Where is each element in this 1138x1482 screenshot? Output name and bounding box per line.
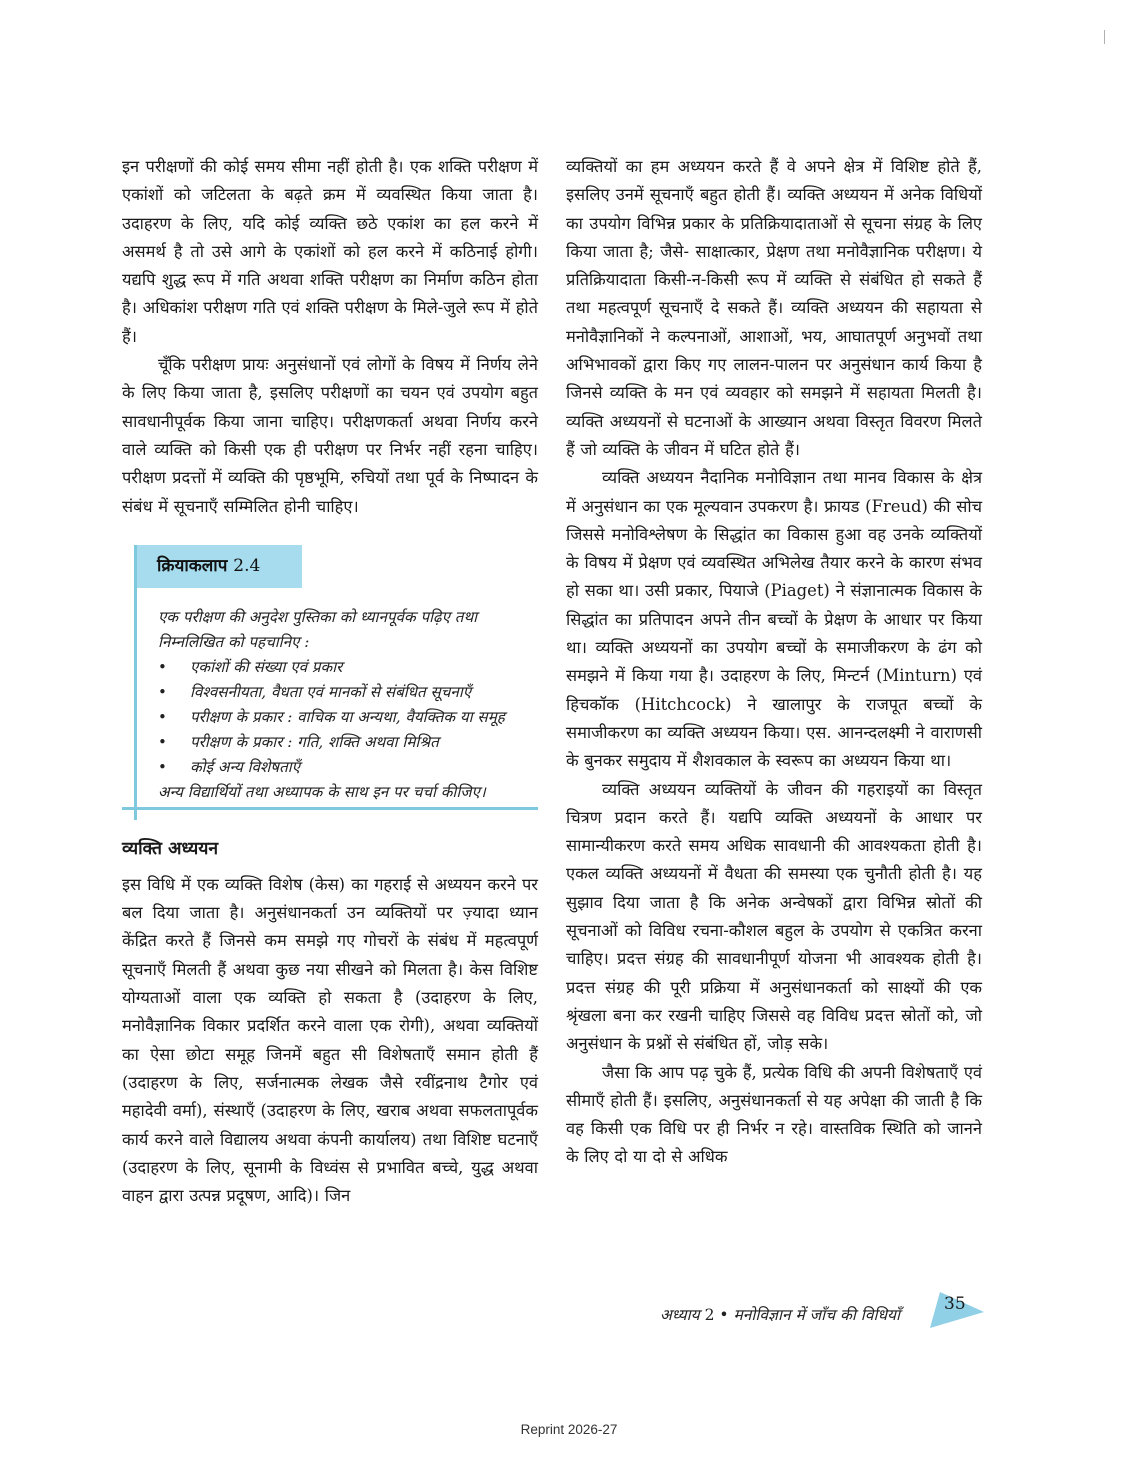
section-heading: व्यक्ति अध्ययन — [122, 838, 219, 859]
paragraph: इन परीक्षणों की कोई समय सीमा नहीं होती है। एक शक्ति परीक्षण में एकांशों को जटिलता के बढ़ते क्रम में व्यवस्थित किया जाता है। उदाहरण के लिए, यदि कोई व्यक्ति छठे एकांश का हल करने में असमर्थ है तो उसे आगे के एकांशों को हल करने में कठिनाई होगी। यद्यपि शुद्ध रूप में गति अथवा शक्ति परीक्षण का निर्माण कठिन होता है। अधिकांश परीक्षण गति एवं शक्ति परीक्षण के मिले-जुले रूप में होते हैं। — [122, 157, 538, 346]
activity-intro: एक परीक्षण की अनुदेश पुस्तिका को ध्यानपूर्वक पढ़िए तथा निम्नलिखित को पहचानिए : — [158, 607, 478, 651]
activity-title: क्रियाकलाप — [157, 555, 228, 576]
page-number: 35 — [944, 1294, 966, 1314]
list-item: • विश्वसनीयता, वैधता एवं मानकों से संबंधित सूचनाएँ — [158, 680, 538, 705]
corner-mark — [1104, 30, 1105, 44]
paragraph: व्यक्तियों का हम अध्ययन करते हैं वे अपने क्षेत्र में विशिष्ट होते हैं, इसलिए उनमें सूचनाएँ बहुत होती हैं। व्यक्ति अध्ययन में अनेक विधियों का उपयोग विभिन्न प्रकार के प्रतिक्रियादाताओं से सूचना संग्रह के लिए किया जाता है; जैसे- साक्षात्कार, प्रेक्षण तथा मनोवैज्ञानिक परीक्षण। ये प्रतिक्रियादाता किसी-न-किसी रूप में व्यक्ति से संबंधित हो सकते हैं तथा महत्वपूर्ण सूचनाएँ दे सकते हैं। व्यक्ति अध्ययन की सहायता से मनोवैज्ञानिकों ने कल्पनाओं, आशाओं, भय, आघातपूर्ण अनुभवों तथा अभिभावकों द्वारा किए गए लालन-पालन पर अनुसंधान कार्य किया है जिनसे व्यक्ति के मन एवं व्यवहार को समझने में सहायता मिलती है। व्यक्ति अध्ययनों से घटनाओं के आख्यान अथवा विस्तृत विवरण मिलते हैं जो व्यक्ति के जीवन में घटित होते हैं। — [566, 157, 982, 459]
paragraph: चूँकि परीक्षण प्रायः अनुसंधानों एवं लोगों के विषय में निर्णय लेने के लिए किया जाता है, इसलिए परीक्षणों का चयन एवं उपयोग बहुत सावधानीपूर्वक किया जाना चाहिए। परीक्षणकर्ता अथवा निर्णय करने वाले व्यक्ति को किसी एक ही परीक्षण पर निर्भर नहीं रहना चाहिए। परीक्षण प्रदत्तों में व्यक्ति की पृष्ठभूमि, रुचियों तथा पूर्व के निष्पादन के संबंध में सूचनाएँ सम्मिलित होनी चाहिए। — [122, 355, 538, 516]
right-column — [566, 153, 982, 1172]
left-column — [122, 153, 538, 1210]
running-footer — [600, 1302, 900, 1328]
activity-bottom-rule — [122, 807, 538, 810]
list-item: • परीक्षण के प्रकार : गति, शक्ति अथवा मिश्रित — [158, 730, 538, 755]
activity-closing: अन्य विद्यार्थियों तथा अध्यापक के साथ इन पर चर्चा कीजिए। — [158, 782, 486, 801]
activity-body — [158, 605, 538, 805]
paragraph: जैसा कि आप पढ़ चुके हैं, प्रत्येक विधि की अपनी विशेषताएँ एवं सीमाएँ होती हैं। इसलिए, अनुसंधानकर्ता से यह अपेक्षा की जाती है कि वह किसी एक विधि पर ही निर्भर न रहे। वास्तविक स्थिति को जानने के लिए दो या दो से अधिक — [566, 1062, 982, 1167]
reprint-note: Reprint 2026-27 — [520, 1422, 618, 1437]
paragraph: व्यक्ति अध्ययन नैदानिक मनोविज्ञान तथा मानव विकास के क्षेत्र में अनुसंधान का एक मूल्यवान उपकरण है। फ्रायड (Freud) की सोच जिससे मनोविश्लेषण के सिद्धांत का विकास हुआ वह उनके व्यक्तियों के विषय में प्रेक्षण एवं व्यवस्थित अभिलेख तैयार करने के कारण संभव हो सका था। उसी प्रकार, पियाजे (Piaget) ने संज्ञानात्मक विकास के सिद्धांत का प्रतिपादन अपने तीन बच्चों के प्रेक्षण के आधार पर किया था। व्यक्ति अध्ययनों का उपयोग बच्चों के समाजीकरण के ढंग को समझने में किया गया है। उदाहरण के लिए, मिन्टर्न (Minturn) एवं हिचकॉक (Hitchcock) ने खालापुर के राजपूत बच्चों के समाजीकरण का व्यक्ति अध्ययन किया। एस. आनन्दलक्ष्मी ने वाराणसी के बुनकर समुदाय में शैशवकाल के स्वरूप का अध्ययन किया था। — [566, 468, 982, 771]
footer-separator: • — [719, 1306, 729, 1324]
list-item: • कोई अन्य विशेषताएँ — [158, 755, 538, 780]
activity-box — [122, 545, 538, 821]
activity-number: 2.4 — [233, 555, 261, 576]
footer-chapter-title: मनोविज्ञान में जाँच की विधियाँ — [733, 1306, 900, 1324]
list-item: • एकांशों की संख्या एवं प्रकार — [158, 655, 538, 680]
page-number-badge — [930, 1290, 984, 1328]
activity-title-tab — [137, 545, 302, 588]
paragraph: व्यक्ति अध्ययन व्यक्तियों के जीवन की गहराइयों का विस्तृत चित्रण प्रदान करते हैं। यद्यपि व्यक्ति अध्ययनों के आधार पर सामान्यीकरण करते समय अधिक सावधानी की आवश्यकता होती है। एकल व्यक्ति अध्ययनों में वैधता की समस्या एक चुनौती होती है। यह सुझाव दिया जाता है कि अनेक अन्वेषकों द्वारा विभिन्न स्रोतों की सूचनाओं को विविध रचना-कौशल बहुल के उपयोग से एकत्रित करना चाहिए। प्रदत्त संग्रह की सावधानीपूर्ण योजना भी आवश्यक होती है। प्रदत्त संग्रह की पूरी प्रक्रिया में अनुसंधानकर्ता को साक्ष्यों की एक श्रृंखला बना कर रखनी चाहिए जिससे वह विविध प्रदत्त स्रोतों को, जो अनुसंधान के प्रश्नों से संबंधित हों, जोड़ सके। — [566, 779, 982, 1054]
activity-list — [158, 655, 538, 780]
footer-chapter: अध्याय — [659, 1306, 700, 1324]
footer-chapter-number: 2 — [704, 1306, 715, 1324]
list-item: • परीक्षण के प्रकार : वाचिक या अन्यथा, वैयक्तिक या समूह — [158, 705, 538, 730]
paragraph: इस विधि में एक व्यक्ति विशेष (केस) का गहराई से अध्ययन करने पर बल दिया जाता है। अनुसंधानकर्ता उन व्यक्तियों पर ज़्यादा ध्यान केंद्रित करते हैं जिनसे कम समझे गए गोचरों के संबंध में महत्वपूर्ण सूचनाएँ मिलती हैं अथवा कुछ नया सीखने को मिलता है। केस विशिष्ट योग्यताओं वाला एक व्यक्ति हो सकता है (उदाहरण के लिए, मनोवैज्ञानिक विकार प्रदर्शित करने वाला एक रोगी), अथवा व्यक्तियों का ऐसा छोटा समूह जिनमें बहुत सी विशेषताएँ समान होती हैं (उदाहरण के लिए, सर्जनात्मक लेखक जैसे रवींद्रनाथ टैगोर एवं महादेवी वर्मा), संस्थाएँ (उदाहरण के लिए, खराब अथवा सफलतापूर्वक कार्य करने वाले विद्यालय अथवा कंपनी कार्यालय) तथा विशिष्ट घटनाएँ (उदाहरण के लिए, सूनामी के विध्वंस से प्रभावित बच्चे, युद्ध अथवा वाहन द्वारा उत्पन्न प्रदूषण, आदि)। जिन — [122, 874, 538, 1206]
